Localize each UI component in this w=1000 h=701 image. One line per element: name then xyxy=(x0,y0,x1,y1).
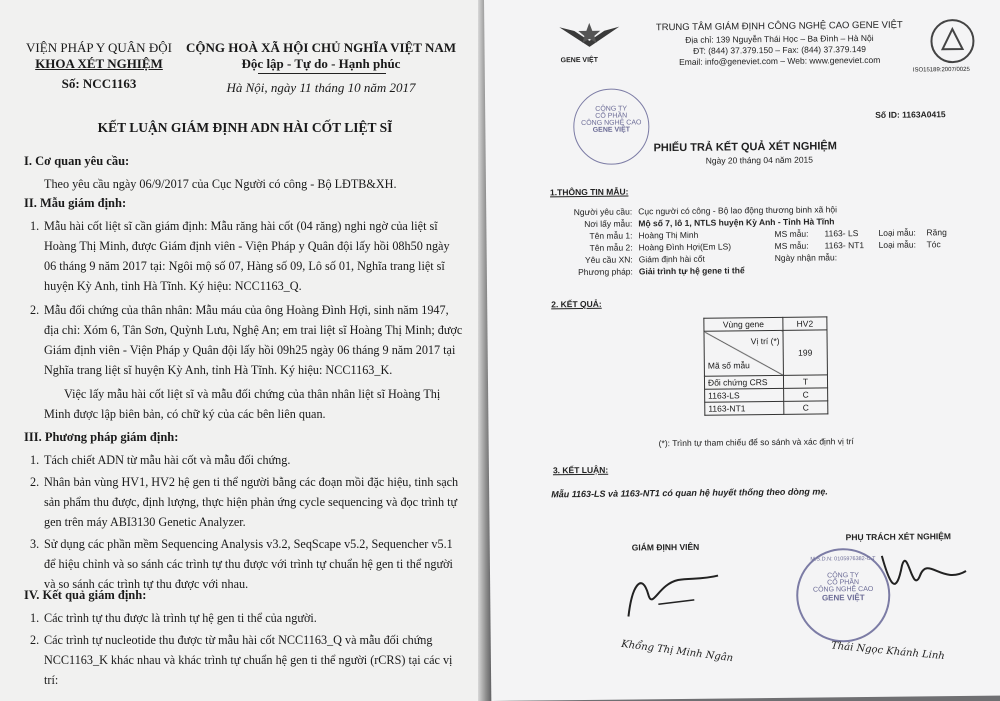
section-3-heading: III. Phương pháp giám định: xyxy=(24,430,179,444)
info-label: Người yêu cầu: xyxy=(573,206,633,218)
table-row xyxy=(705,401,828,415)
section-3-item-3 xyxy=(30,534,464,594)
section-2-heading: II. Mẫu giám định: xyxy=(24,196,127,210)
republic-heading: CỘNG HOÀ XÃ HỘI CHỦ NGHĨA VIỆT NAM xyxy=(185,40,457,55)
item-text: Nhân bản vùng HV1, HV2 hệ gen ti thể người bằng các đoạn mồi đặc hiệu, tinh sạch sản phẩm thu được, định lượng, thực hiện phản ứng cycle sequencing và đọc trình tự gen trên máy ABI3130 Genetic Analyzer. xyxy=(44,475,459,529)
item-text: Các trình tự nucleotide thu được từ mẫu hài cốt NCC1163_Q và mẫu đối chứng NCC1163_K khác nhau và khác trình tự chuẩn hệ gen ti thể người (rCRS) tại các vị trí: xyxy=(44,633,453,687)
item-number: 2. xyxy=(30,475,40,489)
table-cell: Đối chứng CRS xyxy=(704,375,783,389)
sample-id: Số ID: 1163A0415 xyxy=(875,109,946,120)
section-4-item-2 xyxy=(30,630,464,690)
section-2-item-1 xyxy=(30,216,464,296)
motto: Độc lập - Tự do - Hạnh phúc xyxy=(241,56,401,71)
org-name: VIỆN PHÁP Y QUÂN ĐỘI xyxy=(26,40,172,55)
place-date: Hà Nội, ngày 11 tháng 10 năm 2017 xyxy=(226,80,416,95)
info-label: Tên mẫu 1: xyxy=(589,230,633,241)
stamp-line: CÔNG NGHỆ CAO xyxy=(813,585,874,594)
item-text: Tách chiết ADN từ mẫu hài cốt và mẫu đối chứng. xyxy=(44,453,291,467)
stamp-line: CỔ PHẦN xyxy=(595,112,628,120)
info-value: Mộ số 7, lô 1, NTLS huyện Kỳ Anh - Tỉnh Hà Tĩnh xyxy=(638,216,835,229)
org-department: KHOA XÉT NGHIỆM xyxy=(35,56,163,71)
ms1-value: 1163- LS xyxy=(824,228,859,239)
info-label: Nơi lấy mẫu: xyxy=(584,218,633,229)
company-stamp-bottom xyxy=(796,548,891,643)
item-number: 1. xyxy=(30,219,40,233)
center-phone: ĐT: (844) 37.379.150 – Fax: (844) 37.379.149 xyxy=(693,44,867,56)
gene-viet-logo-icon xyxy=(554,21,624,65)
received-date-label: Ngày nhận mẫu: xyxy=(774,252,838,263)
item-text: Các trình tự thu được là trình tự hệ gen ti thể của người. xyxy=(44,611,317,625)
table-row xyxy=(704,330,827,376)
section-conclusion-heading: 3. KẾT LUẬN: xyxy=(552,464,609,476)
info-label: Tên mẫu 2: xyxy=(589,242,633,253)
examiner-signature-icon xyxy=(618,563,729,624)
info-value: Hoàng Đình Hợi(Em LS) xyxy=(638,241,732,253)
table-cell: 1163-NT1 xyxy=(705,401,784,415)
center-address: Địa chỉ: 139 Nguyễn Thái Học – Ba Đình – Hà Nội xyxy=(685,32,874,45)
section-info-heading: 1.THÔNG TIN MẪU: xyxy=(549,186,629,198)
motto-underline xyxy=(258,73,386,74)
stamp-ring-text: M.S.D.N: 0105976382-C.T xyxy=(810,555,876,563)
info-value: Cục người có công - Bộ lao động thương binh xã hội xyxy=(638,204,838,217)
ms2-value: 1163- NT1 xyxy=(824,240,865,251)
table-diagonal-cell xyxy=(704,330,783,376)
section-1-heading: I. Cơ quan yêu cầu: xyxy=(24,154,130,168)
left-document-page xyxy=(0,0,494,701)
lm2-label: Loại mẫu: xyxy=(878,239,916,250)
table-cell: C xyxy=(784,388,828,401)
section-2-note: Việc lấy mẫu hài cốt liệt sĩ và mẫu đối chứng của thân nhân liệt sĩ Hoàng Thị Minh được lập biên bản, có chữ ký của các bên liên quan. xyxy=(44,387,441,421)
table-row xyxy=(705,388,828,402)
center-name: TRUNG TÂM GIÁM ĐỊNH CÔNG NGHỆ CAO GENE VIỆT xyxy=(655,19,903,34)
section-result-heading: 2. KẾT QUẢ: xyxy=(551,298,602,310)
table-row xyxy=(704,317,827,331)
table-header-cell: Vùng gene xyxy=(704,317,783,331)
table-cell: T xyxy=(783,375,827,388)
examiner-title: GIÁM ĐỊNH VIÊN xyxy=(631,541,700,553)
item-number: 2. xyxy=(30,303,40,317)
section-2-item-2 xyxy=(30,300,464,380)
table-row xyxy=(704,375,827,389)
doc-number: Số: NCC1163 xyxy=(61,76,137,91)
position-value: 199 xyxy=(783,330,827,375)
item-text: Mẫu đối chứng của thân nhân: Mẫu máu của ông Hoàng Đình Hợi, sinh năm 1947, địa chỉ: Xóm 6, Tân Sơn, Quỳnh Lưu, Nghệ An; em trai liệt sĩ Hoàng Thị Minh; được Giám định viên - Viện Pháp y Quân đội lấy hồi 09h25 ngày 06 tháng 9 năm 2017 tại Nghĩa trang liệt sĩ huyện Kỳ Anh, tỉnh Hà Tĩnh. Ký hiệu: NCC1163_K. xyxy=(44,303,463,377)
info-label: Phương pháp: xyxy=(578,266,633,278)
item-text: Mẫu hài cốt liệt sĩ cần giám định: Mẫu răng hài cốt (04 răng) nghi ngờ của liệt sĩ Hoàng Thị Minh, được Giám định viên - Viện Pháp y Quân đội lấy hồi 08h50 ngày 06 tháng 9 năm 2017 tại: Ngôi mộ số 07, Hàng số 09, Lô số 01, Nghĩa trang liệt sĩ huyện Kỳ Anh, tỉnh Hà Tĩnh. Ký hiệu: NCC1163_Q. xyxy=(44,219,450,293)
stamp-line: CÔNG TY xyxy=(827,572,859,580)
lm1-label: Loại mẫu: xyxy=(878,227,916,238)
company-stamp-top xyxy=(573,88,650,165)
logo-text: GENE VIỆT xyxy=(560,56,599,65)
section-3-item-2 xyxy=(30,472,464,532)
lm2-value: Tóc xyxy=(926,239,941,250)
ms1-label: MS mẫu: xyxy=(774,228,809,239)
stamp-line: GENE VIỆT xyxy=(592,126,631,134)
iso-certification-icon xyxy=(928,17,977,66)
item-number: 2. xyxy=(30,633,40,647)
result-table xyxy=(703,316,828,415)
conclusion-text: Mẫu 1163-LS và 1163-NT1 có quan hệ huyết thống theo dòng mẹ. xyxy=(551,486,828,500)
section-3-item-1 xyxy=(30,450,464,470)
table-footnote: (*): Trình tự tham chiếu để so sánh và xác định vị trí xyxy=(658,436,854,449)
ms2-label: MS mẫu: xyxy=(774,240,809,251)
iso-code: ISO15189:2007/0025 xyxy=(912,66,970,74)
lm1-value: Răng xyxy=(926,227,947,238)
examiner-name: Khổng Thị Minh Ngân xyxy=(620,638,734,665)
section-4-heading: IV. Kết quả giám định: xyxy=(24,588,147,602)
right-document-page xyxy=(484,0,1000,701)
result-date: Ngày 20 tháng 04 năm 2015 xyxy=(705,154,814,166)
center-email: Email: info@geneviet.com – Web: www.geneviet.com xyxy=(678,54,881,67)
item-number: 3. xyxy=(30,537,40,551)
info-value: Giải trình tự hệ gene ti thể xyxy=(638,265,745,277)
item-text: Sử dụng các phần mềm Sequencing Analysis v3.2, SeqScape v5.2, Sequencher v5.1 để hiệu chỉnh và so sánh các trình tự thu được với trình tự chuẩn hệ gen ti thể người và so sánh các trình tự thu được với nhau. xyxy=(44,537,453,591)
document-title: KẾT LUẬN GIÁM ĐỊNH ADN HÀI CỐT LIỆT SĨ xyxy=(97,120,393,135)
info-value: Giám định hài cốt xyxy=(638,253,705,265)
info-value: Hoàng Thị Minh xyxy=(638,229,699,241)
info-label: Yêu cầu XN: xyxy=(584,254,633,265)
section-1-text: Theo yêu cầu ngày 06/9/2017 của Cục Người có công - Bộ LĐTB&XH. xyxy=(44,177,397,191)
stamp-line: CỔ PHẦN xyxy=(827,579,860,587)
table-header-cell: HV2 xyxy=(783,317,827,330)
item-number: 1. xyxy=(30,453,40,467)
stamp-line: CÔNG NGHỆ CAO xyxy=(581,119,642,127)
sample-code-label: Mã số mẫu xyxy=(707,360,750,371)
position-label: Vị trí (*) xyxy=(750,335,780,347)
section-4-item-1 xyxy=(30,608,464,628)
item-number: 1. xyxy=(30,611,40,625)
table-cell: C xyxy=(784,401,828,414)
stamp-line: GENE VIỆT xyxy=(821,593,865,603)
result-title: PHIẾU TRẢ KẾT QUẢ XÉT NGHIỆM xyxy=(653,140,837,155)
stamp-line: CÔNG TY xyxy=(595,105,628,113)
lab-head-title: PHỤ TRÁCH XÉT NGHIỆM xyxy=(845,531,952,543)
lab-head-name: Thái Ngọc Khánh Linh xyxy=(830,640,946,663)
table-cell: 1163-LS xyxy=(705,388,784,402)
